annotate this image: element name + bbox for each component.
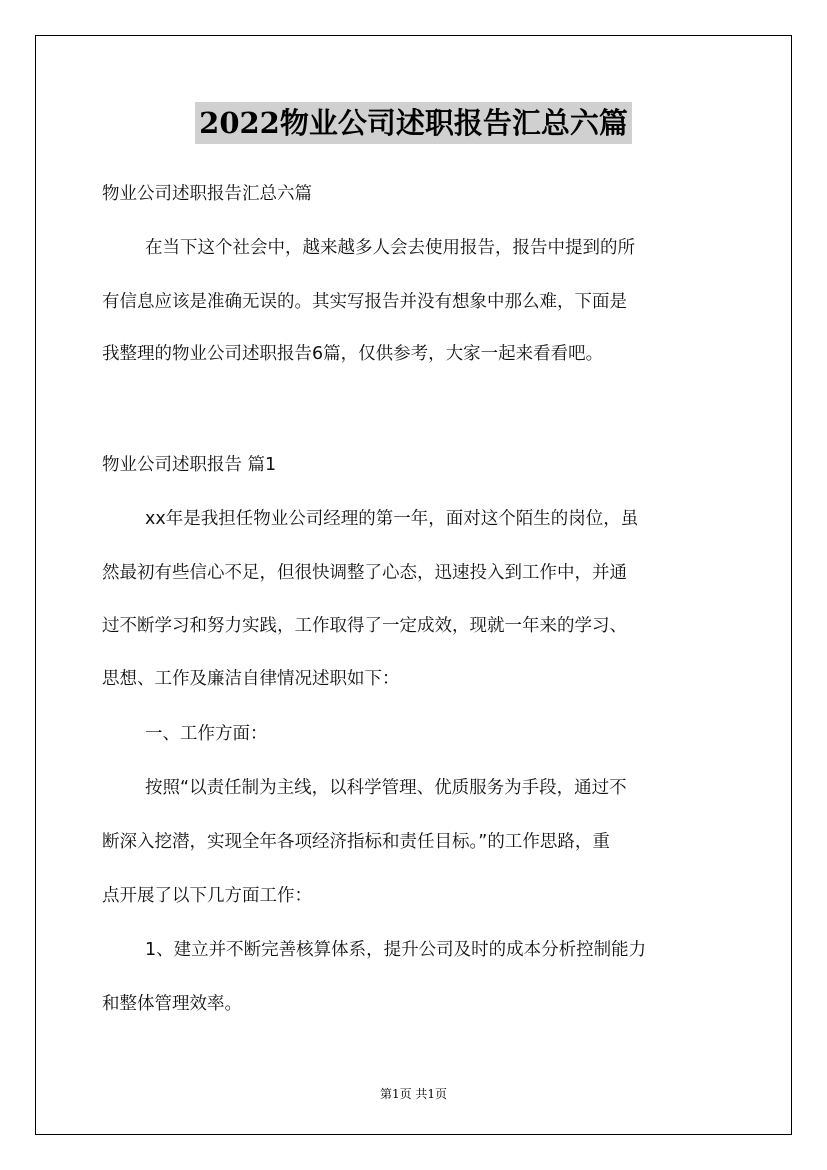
body-line: 按照“以责任制为主线，以科学管理、优质服务为手段，通过不 (145, 778, 627, 798)
intro-line: 我整理的物业公司述职报告6篇，仅供参考，大家一起来看看吧。 (102, 344, 604, 364)
body-line: 一、工作方面： (145, 724, 268, 744)
body-line: 过不断学习和努力实践，工作取得了一定成效，现就一年来的学习、 (102, 616, 627, 636)
subtitle: 物业公司述职报告汇总六篇 (102, 184, 312, 204)
body-line: 断深入挖潜，实现全年各项经济指标和责任目标。”的工作思路，重 (102, 832, 610, 852)
body-line: 点开展了以下几方面工作： (102, 886, 312, 906)
document-title: 2022物业公司述职报告汇总六篇 (195, 102, 632, 144)
title-container (0, 102, 827, 144)
intro-line: 有信息应该是准确无误的。其实写报告并没有想象中那么难，下面是 (102, 292, 627, 312)
intro-line: 在当下这个社会中，越来越多人会去使用报告，报告中提到的所 (145, 238, 635, 258)
body-line: 和整体管理效率。 (102, 994, 242, 1014)
body-line: 然最初有些信心不足，但很快调整了心态，迅速投入到工作中，并通 (102, 563, 627, 583)
body-line: 1、建立并不断完善核算体系，提升公司及时的成本分析控制能力 (145, 940, 647, 960)
page-number-footer: 第1页 共1页 (379, 1087, 448, 1101)
body-line: 思想、工作及廉洁自律情况述职如下： (102, 669, 400, 689)
section-heading: 物业公司述职报告 篇1 (102, 455, 277, 475)
body-line: xx年是我担任物业公司经理的第一年，面对这个陌生的岗位，虽 (145, 509, 639, 529)
